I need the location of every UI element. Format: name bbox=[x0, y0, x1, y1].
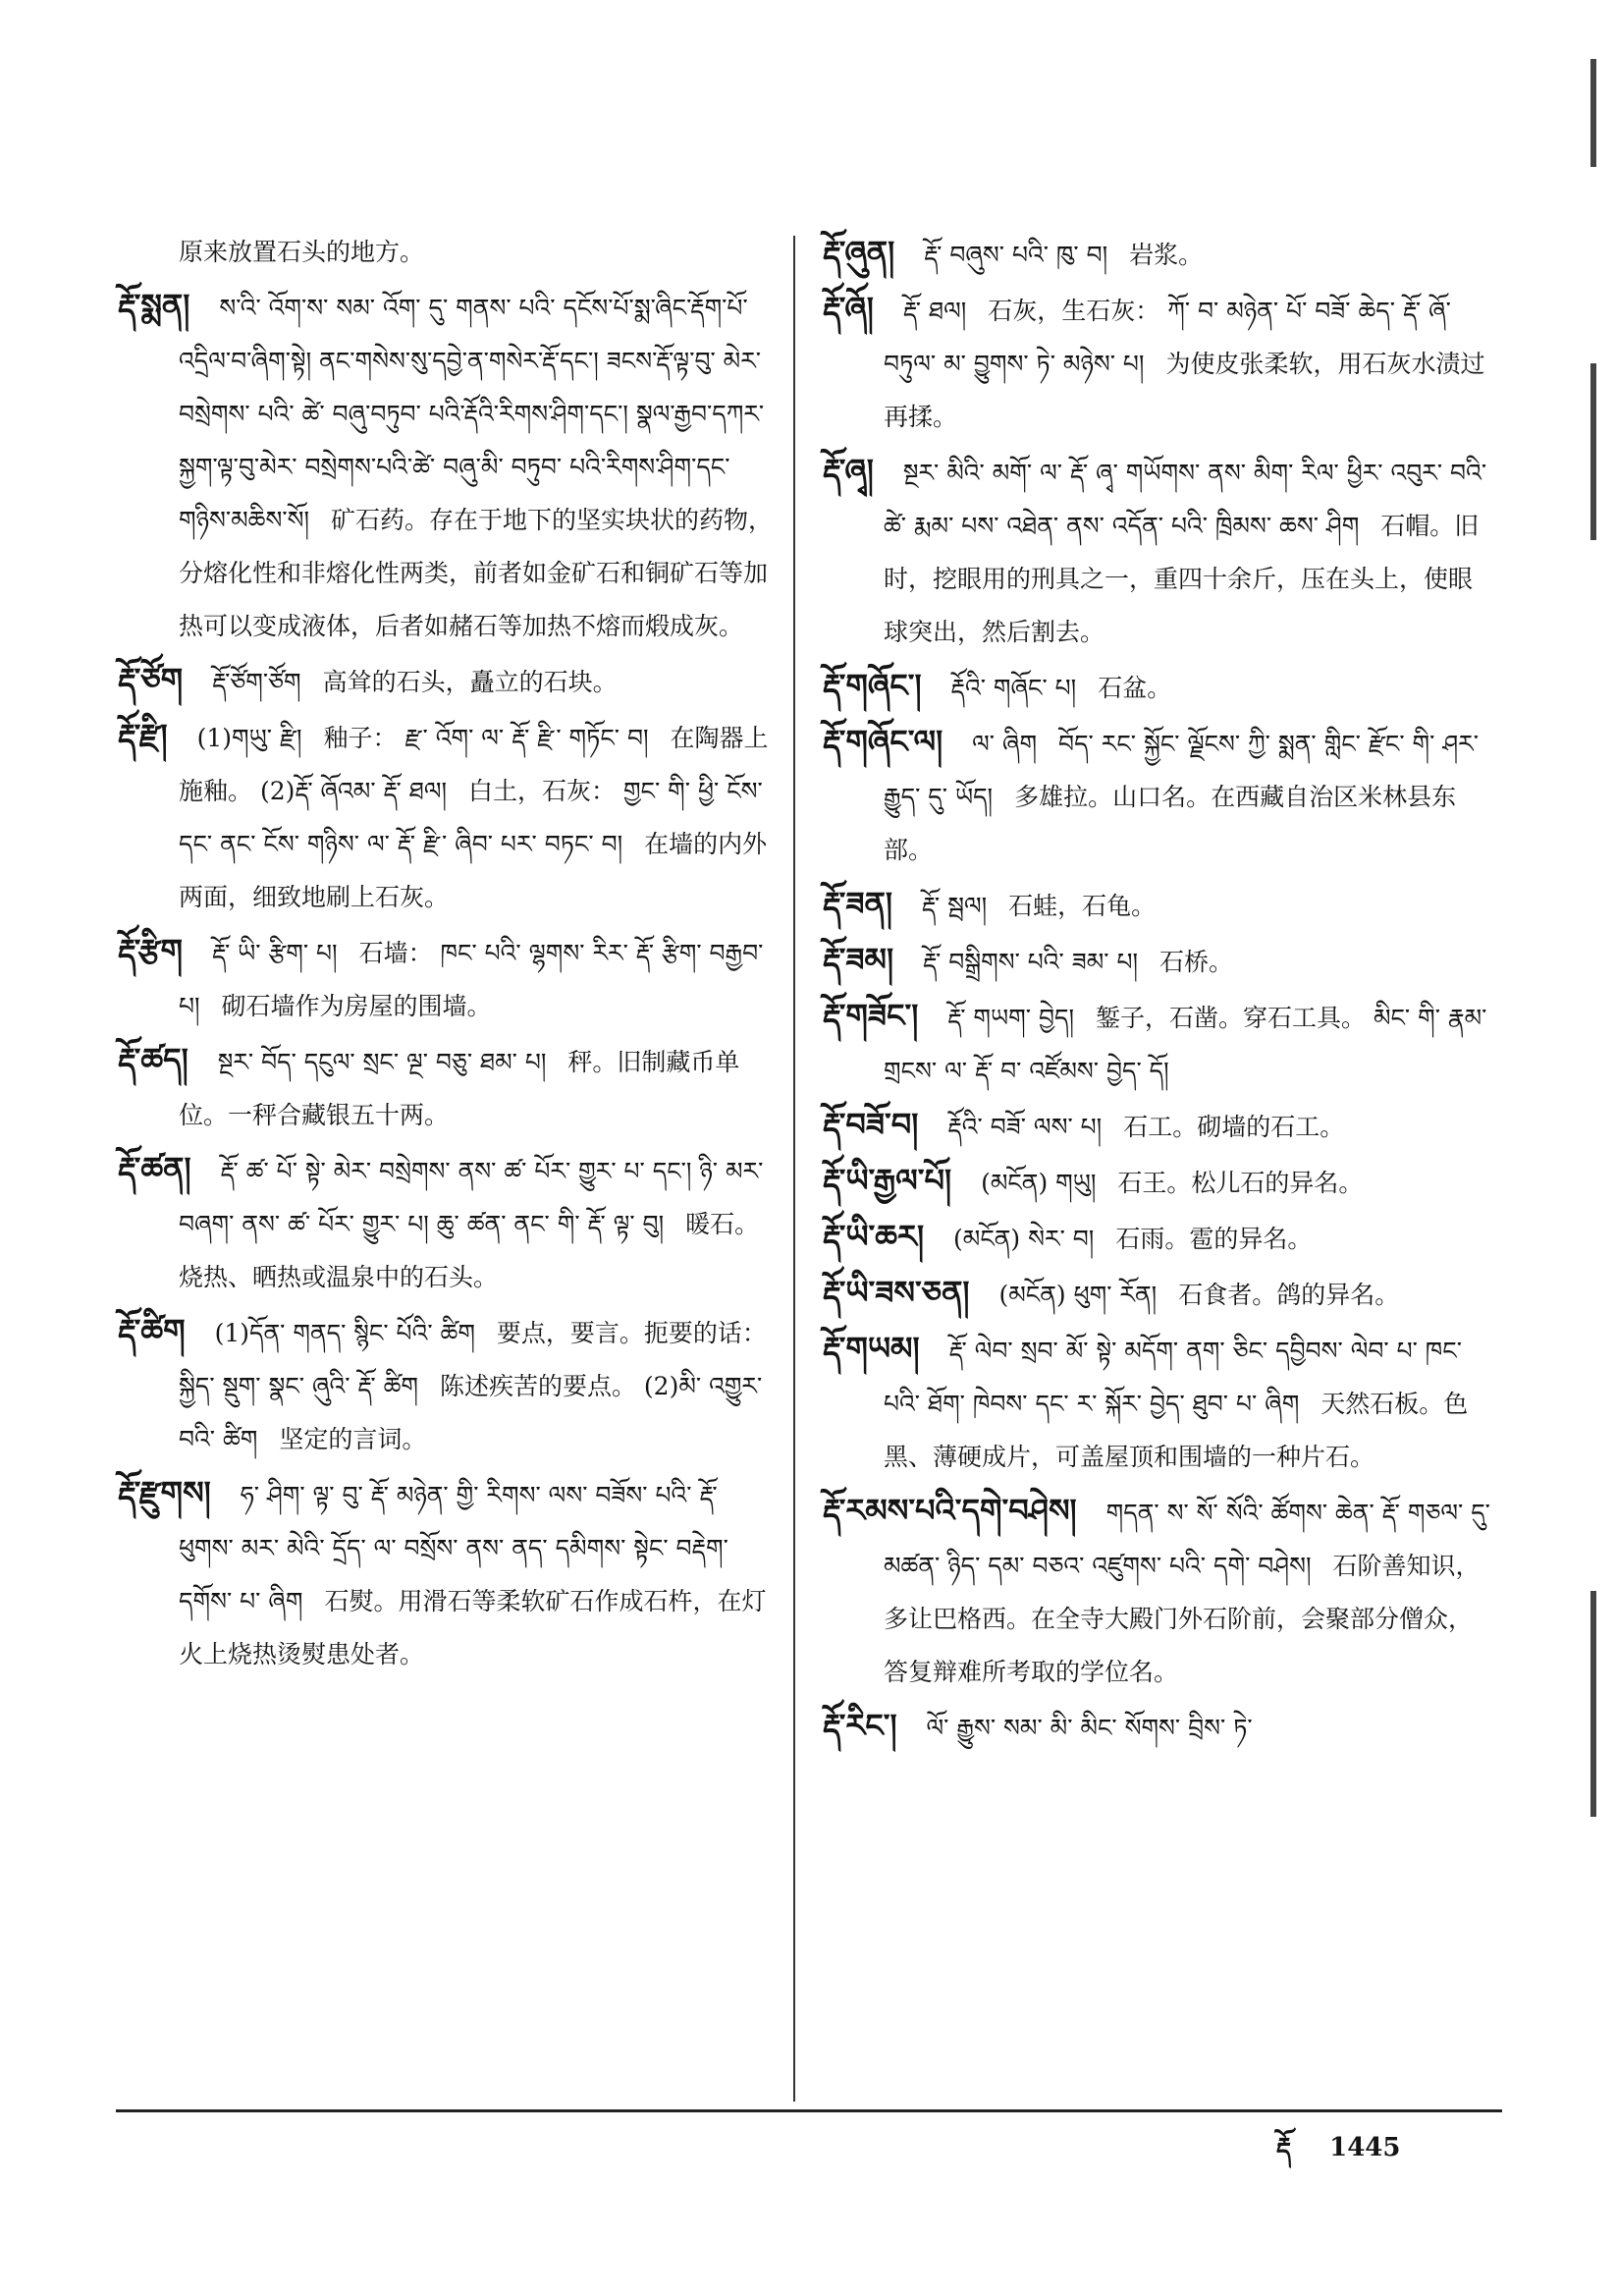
chinese-example: 在墙的内外两面，细致地刷上石灰。 bbox=[179, 830, 768, 911]
tibetan-definition: (1)གཡུ་ རྫི། bbox=[196, 724, 310, 752]
entry bbox=[118, 279, 776, 653]
tibetan-definition: རྡོ་ བསྒྲིགས་ པའི་ ཟམ་ པ། bbox=[923, 948, 1139, 976]
headword: རྡོ་ཚན། bbox=[118, 1150, 191, 1187]
entry bbox=[823, 444, 1490, 659]
chinese-definition: 暖石。烧热、晒热或温泉中的石头。 bbox=[179, 1210, 760, 1291]
entry bbox=[823, 1322, 1490, 1484]
headword: རྡོ་ཟན། bbox=[823, 885, 892, 922]
intro-line: 原来放置石头的地方。 bbox=[179, 238, 425, 266]
chinese-example: 为使皮张柔软，用石灰水渍过再揉。 bbox=[884, 350, 1485, 431]
chinese-definition: 石盆。 bbox=[1098, 674, 1172, 702]
chinese-definition: 多雄拉。山口名。在西藏自治区米林县东部。 bbox=[884, 783, 1457, 864]
chinese-example: 陈述疾苦的要点。 bbox=[439, 1372, 636, 1400]
tibetan-definition: ལ་ ཞིག bbox=[972, 730, 1038, 758]
tibetan-definition: གདན་ ས་ སོ་ སོའི་ ཚོགས་ ཆེན་ རྡོ་ གཅལ་ དུ་ མཚན་ ཉིད་ དམ་ བཅའ་ འཛུགས་ པའི་ དགེ་ བཤེས། bbox=[884, 1499, 1490, 1580]
entry bbox=[118, 924, 776, 1033]
chinese-definition: 石阶善知识，多让巴格西。在全寺大殿门外石阶前，会聚部分僧众，答复辩难所考取的学位名。 bbox=[884, 1552, 1481, 1686]
left-column bbox=[118, 226, 776, 1681]
headword: རྡོ་ཡི་རྒྱལ་པོ། bbox=[823, 1162, 952, 1199]
headword: རྡོ་ཟམ། bbox=[823, 941, 894, 978]
page-number: 1445 bbox=[1329, 2133, 1401, 2162]
headword: རྡོ་ཞྭ། bbox=[823, 452, 874, 489]
footer-rule bbox=[116, 2109, 1502, 2112]
chinese-definition: 白土，石灰： bbox=[467, 777, 616, 805]
tibetan-definition: སྔར་ མིའི་ མགོ་ ལ་ རྡོ་ ཞྭ་ གཡོགས་ ནས་ མིག་ རིལ་ ཕྱིར་ འབུར་ བའི་ ཚེ་ རྨམ་ པས་ འཐེན་ ནས་ འདོན་ པའི་ ཁྲིམས་ ཆས་ ཤིག bbox=[884, 459, 1487, 540]
headword: རྡོ་གཟོང་། bbox=[823, 997, 919, 1034]
entry bbox=[118, 709, 776, 924]
tibetan-example: མིང་ གི་ རྣམ་ གྲངས་ ལ་ རྡོ་ བ་ འཛོམས་ བྱེད་ དོ། bbox=[884, 1004, 1487, 1085]
chinese-definition: 矿石药。存在于地下的坚实块状的药物，分熔化性和非熔化性两类，前者如金矿石和铜矿石等加热可以变成液体，后者如赭石等加热不熔而煅成灰。 bbox=[179, 506, 773, 640]
tibetan-definition: ལོ་ རྒྱུས་ སམ་ མི་ མིང་ སོགས་ བྲིས་ ཏེ་ bbox=[926, 1714, 1253, 1742]
tibetan-definition: རྡོ་ སྦལ། bbox=[921, 892, 988, 920]
entry bbox=[823, 989, 1490, 1098]
headword: རྡོ་ཡི་ཆར། bbox=[823, 1218, 925, 1255]
entry bbox=[823, 282, 1490, 444]
entry bbox=[118, 1304, 776, 1466]
tibetan-definition: རྡོ་ ཚ་ པོ་ སྟེ་ མེར་ བསྲེགས་ ནས་ ཚ་ པོར་ གྱུར་ པ་ དང་། ཉི་ མར་ བཞག་ ནས་ ཚ་ པོར་ གྱུར་ པ། ཆུ་ ཚན་ ནང་ གི་ རྡོ་ ལྟ་ བུ། bbox=[179, 1157, 764, 1238]
headword: རྡོ་གཞོང་ལ། bbox=[823, 723, 943, 760]
entry bbox=[823, 1098, 1490, 1154]
chinese-definition: 秤。旧制藏币单位。一秤合藏银五十两。 bbox=[179, 1048, 740, 1129]
chinese-definition: 坚定的言词。 bbox=[279, 1425, 427, 1453]
entry bbox=[823, 226, 1490, 282]
tibetan-definition: སྔར་ བོད་ དངུལ་ སྲང་ ལྔ་ བཅུ་ ཐམ་ པ། bbox=[217, 1048, 547, 1076]
chinese-definition: 高耸的石头，矗立的石块。 bbox=[322, 668, 618, 696]
tibetan-definition: (མངོན) གཡུ། bbox=[981, 1169, 1097, 1197]
chinese-definition: 石灰，生石灰： bbox=[988, 297, 1160, 325]
chinese-definition: 石熨。用滑石等柔软矿石作成石杵，在灯火上烧热烫熨患处者。 bbox=[179, 1587, 767, 1668]
tibetan-example: གྱང་ གི་ ཕྱི་ ངོས་ དང་ ནང་ ངོས་ གཉིས་ ལ་ རྡོ་ རྫི་ ཞིབ་ པར་ བཏང་ བ། bbox=[179, 777, 763, 858]
tibetan-definition: རྡོ་ ཡི་ རྩིག་ པ། bbox=[211, 939, 338, 967]
chinese-example: 砌石墙作为房屋的围墙。 bbox=[221, 992, 492, 1020]
tibetan-definition: ས་འི་ འོག་ས་ སམ་ འོག་ དུ་ གནས་ པའི་ དངོས་པོ་སྨ་ཞིང་རྡོག་པོ་འདྲིལ་བ་ཞིག་སྟེ། ནང་གསེས་སུ་དབྱེ་ན་གསེར་རྡོ་དང་། ཟངས་རྡོ་ལྟ་བུ་ མེར་ བསྲེགས་ པའི་ ཚེ་ བཞུ་བཏུབ་ པའི་རྡོའི་རིགས་ཤིག་དང་། སྣལ་རྒྱབ་དཀར་སྐྱག་ལྟ་བུ་མེར་ བསྲེགས་པའི་ཚེ་ བཞུ་མི་ བཏུབ་ པའི་རིགས་ཤིག་དང་གཉིས་མཆིས་སོ། bbox=[179, 294, 765, 534]
chinese-definition: 石食者。鸽的异名。 bbox=[1178, 1281, 1400, 1309]
tibetan-definition: (མངོན) སེར་ བ། bbox=[953, 1225, 1095, 1253]
tibetan-definition: རྡོ་ ཐལ། bbox=[902, 297, 967, 325]
tibetan-definition: རྡོ་ཙོག་ཙོག bbox=[212, 668, 301, 696]
tibetan-definition: (2)རྡོ་ ཞོའམ་ རྡོ་ ཐལ། bbox=[259, 777, 448, 805]
scan-edge-mark bbox=[1590, 363, 1596, 540]
entry bbox=[118, 1142, 776, 1304]
chinese-definition: 石桥。 bbox=[1159, 948, 1234, 976]
headword: རྡོ་རྫུགས། bbox=[118, 1474, 211, 1511]
chinese-definition: 天然石板。色黑、薄硬成片，可盖屋顶和围墙的一种片石。 bbox=[884, 1390, 1469, 1471]
tibetan-definition: རྡོའི་ གཞོང་ པ། bbox=[950, 674, 1077, 702]
chinese-definition: 石雨。雹的异名。 bbox=[1115, 1225, 1313, 1253]
headword: རྡོ་གཞོང་། bbox=[823, 667, 922, 704]
entry bbox=[823, 1154, 1490, 1210]
chinese-definition: 石墙： bbox=[358, 939, 433, 967]
headword: རྡོ་རྫི། bbox=[118, 717, 168, 754]
headword: རྡོ་གཡམ། bbox=[823, 1330, 920, 1367]
scan-edge-mark bbox=[1590, 59, 1596, 167]
tibetan-definition: རྡོ་ བཞུས་ པའི་ ཁུ་ བ། bbox=[924, 241, 1108, 269]
entry bbox=[118, 1466, 776, 1681]
entry bbox=[823, 1699, 1490, 1755]
running-head: རྡོ bbox=[1276, 2133, 1292, 2162]
chinese-definition: 岩浆。 bbox=[1129, 241, 1204, 269]
headword: རྡོ་ཞུན། bbox=[823, 234, 895, 271]
tibetan-definition: (1)དོན་ གནད་ སྙིང་ པོའི་ ཚིག bbox=[214, 1319, 475, 1347]
chinese-definition: 石帽。旧时，挖眼用的刑具之一，重四十余斤，压在头上，使眼球突出，然后割去。 bbox=[884, 512, 1480, 646]
chinese-definition: 石蛙，石龟。 bbox=[1008, 892, 1157, 920]
chinese-example: 在陶器上施釉。 bbox=[179, 724, 769, 805]
chinese-definition: 石王。松儿石的异名。 bbox=[1117, 1169, 1364, 1197]
tibetan-definition: (2)མི་ འགྱུར་ བའི་ ཚིག bbox=[179, 1372, 763, 1453]
tibetan-definition: རྡོ་ ལེབ་ སྲབ་ མོ་ སྟེ་ མདོག་ ནག་ ཅིང་ དབྱིབས་ ལེབ་ པ་ ཁང་ པའི་ ཐོག་ ཁེབས་ དང་ ར་ སྐོར་ བྱེད་ ཐུབ་ པ་ ཞིག bbox=[884, 1337, 1462, 1418]
tibetan-definition: རྡོ་ གཡག་ བྱེད། bbox=[947, 1004, 1075, 1032]
chinese-definition: 錾子，石凿。穿石工具。 bbox=[1095, 1004, 1366, 1032]
entry bbox=[823, 715, 1490, 877]
entry bbox=[823, 1266, 1490, 1322]
entry bbox=[823, 933, 1490, 989]
tibetan-definition: བོད་ རང་ སྐྱོང་ ལྗོངས་ ཀྱི་ སྨན་ གླིང་ རྫོང་ གི་ ཤར་ རྒྱུད་ དུ་ ཡོད། bbox=[884, 730, 1479, 811]
chinese-definition: 石工。砌墙的石工。 bbox=[1123, 1113, 1345, 1141]
headword: རྡོ་ཚད། bbox=[118, 1041, 189, 1078]
headword: རྡོ་ཡི་ཟས་ཅན། bbox=[823, 1274, 970, 1311]
headword: རྡོ་ཙོག bbox=[118, 661, 184, 698]
entry bbox=[118, 1033, 776, 1142]
entry bbox=[823, 1210, 1490, 1266]
chinese-definition: 釉子： bbox=[323, 724, 398, 752]
tibetan-example: ཀོ་ བ་ མཉེན་ པོ་ བཟོ་ ཆེད་ རྡོ་ ཞོ་ བཏུལ་ མ་ བྱུགས་ ཏེ་ མཉེས་ པ། bbox=[884, 297, 1451, 378]
entry bbox=[823, 1484, 1490, 1699]
headword: རྡོ་རྩིག bbox=[118, 932, 184, 969]
headword: རྡོ་རིང་། bbox=[823, 1707, 897, 1744]
headword: རྡོ་ཞོ། bbox=[823, 290, 874, 327]
chinese-definition: 要点，要言。扼要的话： bbox=[496, 1319, 767, 1347]
tibetan-example: སྐྱིད་ སྡུག་ སྣང་ ཞུའི་ རྡོ་ ཚིག bbox=[179, 1372, 418, 1400]
headword: རྡོ་ཚིག bbox=[118, 1312, 186, 1349]
page-folio bbox=[1276, 2119, 1430, 2191]
entry bbox=[118, 653, 776, 709]
tibetan-example: རྫ་ འོག་ ལ་ རྡོ་ རྫི་ གཏོང་ བ། bbox=[404, 724, 649, 752]
scan-edge-mark bbox=[1590, 1591, 1596, 1817]
tibetan-definition: རྡོའི་ བཟོ་ ལས་ པ། bbox=[947, 1113, 1103, 1141]
entry bbox=[823, 877, 1490, 933]
tibetan-example: ཁང་ པའི་ ལྷགས་ རིར་ རྡོ་ རྩིག་ བརྒྱབ་ པ། bbox=[179, 939, 764, 1020]
tibetan-definition: (མངོན) ཕུག་ རོན། bbox=[998, 1281, 1158, 1309]
tibetan-definition: ཧ་ ཤིག་ ལྟ་ བུ་ རྡོ་ མཉེན་ གྱི་ རིགས་ ལས་ བཟོས་ པའི་ རྡོ་ ཕུགས་ མར་ མེའི་ དྲོད་ ལ་ བསྲོས་ ནས་ ནད་ དམིགས་ སྟེང་ བརྡེག་ དགོས་ པ་ ཞིག bbox=[179, 1481, 728, 1615]
headword: རྡོ་རམས་པའི་དགེ་བཤེས། bbox=[823, 1492, 1077, 1529]
entry bbox=[823, 659, 1490, 715]
column-divider bbox=[793, 236, 795, 2102]
right-column bbox=[823, 226, 1490, 1755]
headword: རྡོ་བཟོ་བ། bbox=[823, 1106, 919, 1143]
headword: རྡོ་སྨན། bbox=[118, 287, 190, 324]
